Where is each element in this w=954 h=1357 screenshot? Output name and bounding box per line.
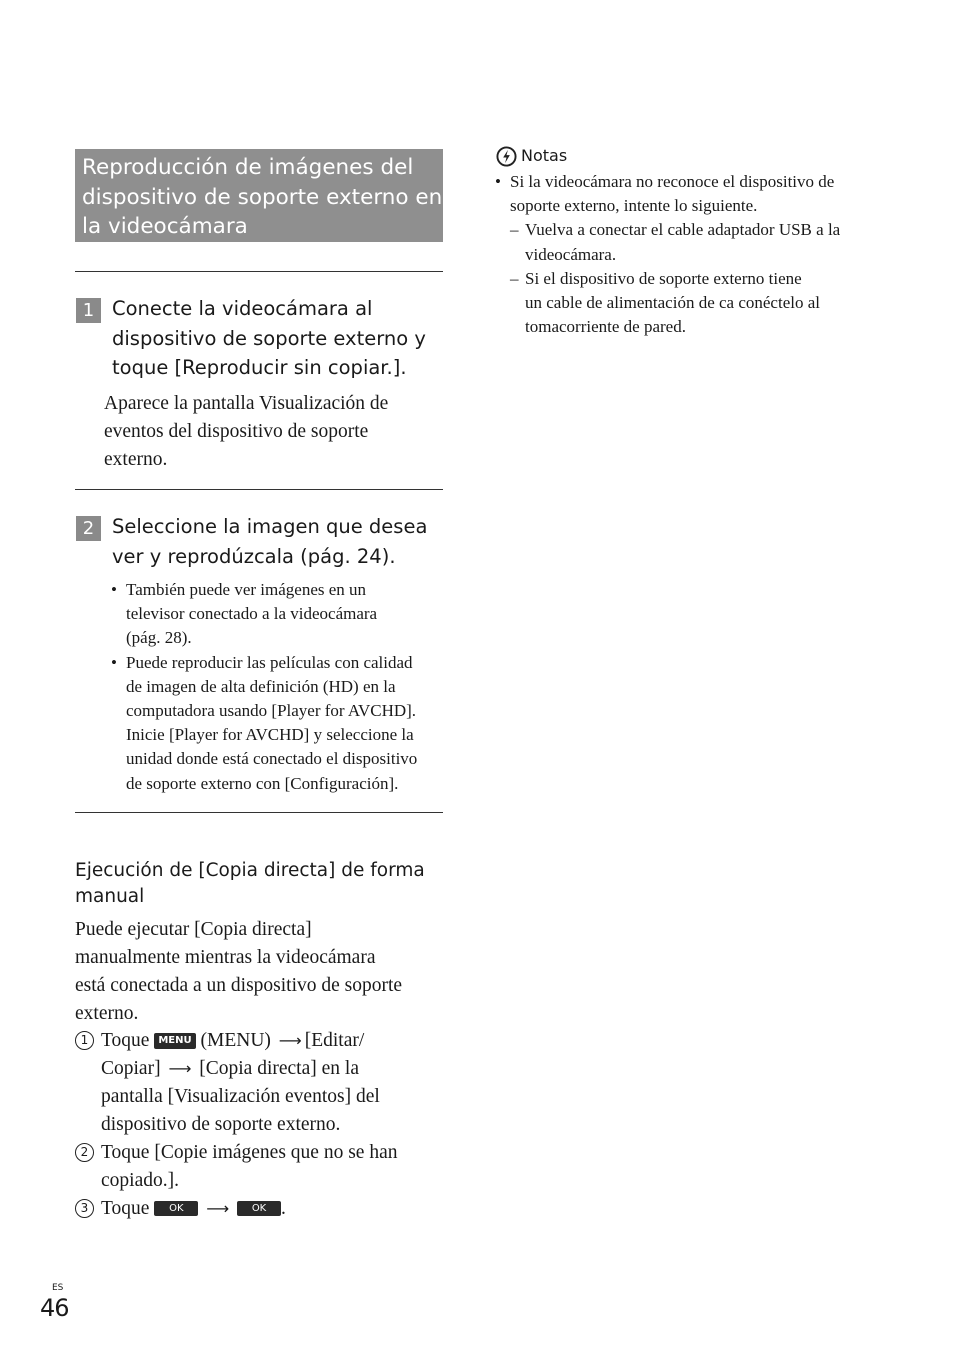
intro-line: manualmente mientras la videocámara — [75, 947, 376, 968]
list-item-line: computadora usando [Player for AVCHD]. — [126, 701, 417, 721]
section-title — [75, 149, 443, 242]
list-item — [495, 267, 840, 340]
right-arrow-icon: ⟶ — [168, 1059, 192, 1078]
substep-text: [Editar/ — [304, 1030, 365, 1051]
step-1-number: 1 — [76, 298, 101, 323]
section-title-line-1: Reproducción de imágenes del — [82, 155, 414, 180]
step-1-heading — [112, 294, 426, 383]
list-item-line: (pág. 28). — [126, 628, 192, 648]
list-item-line: Vuelva a conectar el cable adaptador USB a la — [525, 220, 841, 240]
list-item-line: Si la videocámara no reconoce el dispositivo de — [510, 172, 835, 191]
substep-text: . — [281, 1198, 286, 1219]
list-item-line: También puede ver imágenes en un — [126, 580, 367, 599]
substep-text: Toque — [101, 1198, 150, 1219]
step-2-heading — [112, 512, 427, 571]
substep-1 — [75, 1027, 380, 1139]
step-1-body-line: externo. — [104, 449, 168, 470]
right-arrow-icon: ⟶ — [278, 1031, 302, 1050]
notes-heading — [496, 144, 567, 168]
page-number: 46 — [40, 1294, 69, 1322]
section-title-line-2: dispositivo de soporte externo en — [82, 184, 443, 210]
divider — [75, 489, 443, 490]
substep-3 — [75, 1195, 286, 1223]
substep-text: Toque [Copie imágenes que no se han — [101, 1142, 398, 1163]
step-1-body-line: Aparece la pantalla Visualización de — [104, 393, 389, 414]
substep-text: copiado.]. — [101, 1170, 179, 1191]
substep-3-number: 3 — [75, 1199, 94, 1218]
right-arrow-icon: ⟶ — [206, 1199, 230, 1218]
subsection-intro — [75, 916, 402, 1028]
substep-text: dispositivo de soporte externo. — [101, 1114, 341, 1135]
intro-line: está conectada a un dispositivo de soporte — [75, 975, 403, 996]
substep-text: [Copia directa] en la — [199, 1058, 359, 1079]
intro-line: Puede ejecutar [Copia directa] — [75, 919, 312, 940]
substep-text: (MENU) — [200, 1030, 271, 1051]
substep-text: pantalla [Visualización eventos] del — [101, 1086, 380, 1107]
subsection-heading-line: manual — [75, 886, 145, 907]
step-2-bullets — [111, 578, 417, 796]
ok-button-icon: OK — [154, 1201, 198, 1216]
menu-icon: MENU — [154, 1033, 195, 1049]
subsection-heading — [75, 858, 425, 910]
substep-2-number: 2 — [75, 1143, 94, 1162]
step-2-number: 2 — [76, 516, 101, 541]
list-item-line: de imagen de alta definición (HD) en la — [126, 676, 396, 696]
language-code: ES — [52, 1283, 64, 1293]
dash-icon: – — [510, 220, 519, 240]
divider — [75, 812, 443, 813]
list-item — [495, 218, 840, 266]
step-2-heading-line: Seleccione la imagen que desea — [112, 515, 428, 538]
step-1-heading-line: toque [Reproducir sin copiar.]. — [112, 356, 407, 379]
substep-text: Toque — [101, 1030, 150, 1051]
caution-icon — [496, 146, 517, 167]
step-1-heading-line: dispositivo de soporte externo y — [112, 326, 426, 350]
list-item-line: televisor conectado a la videocámara — [126, 604, 378, 624]
step-1-body-line: eventos del dispositivo de soporte — [104, 421, 369, 442]
list-item-line: un cable de alimentación de ca conéctelo al — [525, 293, 820, 313]
list-item-line: Puede reproducir las películas con calidad — [126, 652, 413, 672]
ok-button-icon: OK — [237, 1201, 281, 1216]
list-item — [111, 578, 417, 651]
substep-1-number: 1 — [75, 1031, 94, 1050]
list-item-line: soporte externo, intente lo siguiente. — [510, 196, 758, 216]
step-1-heading-line: Conecte la videocámara al — [112, 297, 373, 320]
substep-text: Copiar] — [101, 1058, 161, 1079]
list-item-line: tomacorriente de pared. — [525, 317, 686, 337]
section-title-line-3: la videocámara — [82, 214, 248, 239]
intro-line: externo. — [75, 1003, 139, 1024]
list-item-line: Si el dispositivo de soporte externo tiene — [525, 268, 802, 288]
bullet-icon: • — [111, 580, 117, 599]
bullet-icon: • — [495, 172, 501, 191]
list-item — [495, 170, 840, 218]
list-item-line: videocámara. — [525, 244, 617, 264]
divider — [75, 271, 443, 272]
list-item-line: de soporte externo con [Configuración]. — [126, 773, 399, 793]
dash-icon: – — [510, 268, 519, 288]
list-item-line: Inicie [Player for AVCHD] y seleccione la — [126, 725, 414, 745]
subsection-heading-line: Ejecución de [Copia directa] de forma — [75, 860, 425, 881]
step-1-body — [104, 390, 388, 474]
notes-list — [495, 170, 840, 339]
bullet-icon: • — [111, 652, 117, 672]
list-item-line: unidad donde está conectado el dispositivo — [126, 749, 418, 769]
notes-title: Notas — [521, 146, 568, 165]
step-2-heading-line: ver y reprodúzcala (pág. 24). — [112, 544, 396, 568]
list-item — [111, 651, 417, 796]
substep-2 — [75, 1139, 397, 1195]
